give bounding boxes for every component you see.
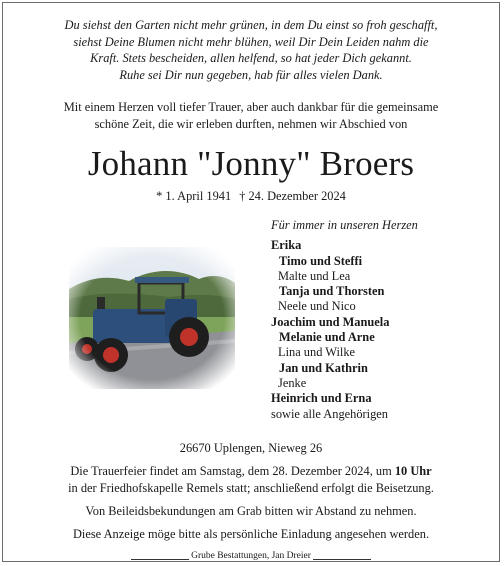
intro-line: Mit einem Herzen voll tiefer Trauer, aber auch dankbar für die gemeinsame <box>63 100 439 114</box>
mourner-line: Jan und Kathrin <box>279 360 368 375</box>
funeral-home-footer <box>3 550 499 562</box>
poem-line: Kraft. Stets bescheiden, allen helfend, so hat jeder Dich gekannt. <box>90 51 412 65</box>
deceased-name: Johann "Jonny" Broers <box>87 144 415 183</box>
mourner-line: Erika <box>271 238 302 253</box>
intro-text <box>3 99 499 133</box>
mourner-line: Heinrich und Erna <box>271 391 372 406</box>
mourner-line: Lina und Wilke <box>278 345 356 360</box>
ceremony-line-1: Die Trauerfeier findet am Samstag, dem 28. Dezember 2024, um <box>70 464 395 478</box>
intro-line: schöne Zeit, die wir erleben durften, nehmen wir Abschied von <box>94 117 408 131</box>
mourner-line: Tanja und Thorsten <box>279 284 385 299</box>
mourners-list <box>271 218 418 422</box>
condolence-note: Von Beileidsbekundungen am Grab bitten wir Abstand zu nehmen. <box>85 504 417 518</box>
mourner-line: Melanie und Arne <box>279 330 375 345</box>
footer-rule-left <box>131 559 189 560</box>
death-date: † 24. Dezember 2024 <box>239 189 346 203</box>
address: 26670 Uplengen, Nieweg 26 <box>179 441 323 455</box>
poem-line: Ruhe sei Dir nun gegeben, hab für alles vielen Dank. <box>119 67 383 82</box>
poem <box>3 17 499 83</box>
poem-line: siehst Deine Blumen nicht mehr blühen, weil Dir Dein Leiden nahm die <box>73 34 429 49</box>
life-dates <box>3 188 499 204</box>
footer-rule-right <box>313 559 371 560</box>
mourner-line: Neele und Nico <box>278 299 356 314</box>
invitation-note: Diese Anzeige möge bitte als persönliche Einladung angesehen werden. <box>72 527 430 541</box>
tractor-photo <box>69 247 235 389</box>
mourner-line: Malte und Lea <box>278 268 351 283</box>
birth-date: * 1. April 1941 <box>156 189 232 203</box>
mourner-line: Timo und Steffi <box>279 253 363 268</box>
mourner-line: sowie alle Angehörigen <box>271 406 388 421</box>
ceremony-info <box>3 463 499 496</box>
poem-line: Du siehst den Garten nicht mehr grünen, in dem Du einst so froh geschafft, <box>64 18 438 32</box>
funeral-home-name: Grube Bestattungen, Jan Dreier <box>191 551 311 561</box>
obituary-notice <box>2 2 500 562</box>
mourners-heading: Für immer in unseren Herzen <box>271 218 418 232</box>
mourner-line: Joachim und Manuela <box>271 314 390 329</box>
ceremony-time: 10 Uhr <box>394 464 432 478</box>
mourner-line: Jenke <box>278 375 307 390</box>
ceremony-line-2: in der Friedhofskapelle Remels statt; anschließend erfolgt die Beisetzung. <box>68 480 434 495</box>
